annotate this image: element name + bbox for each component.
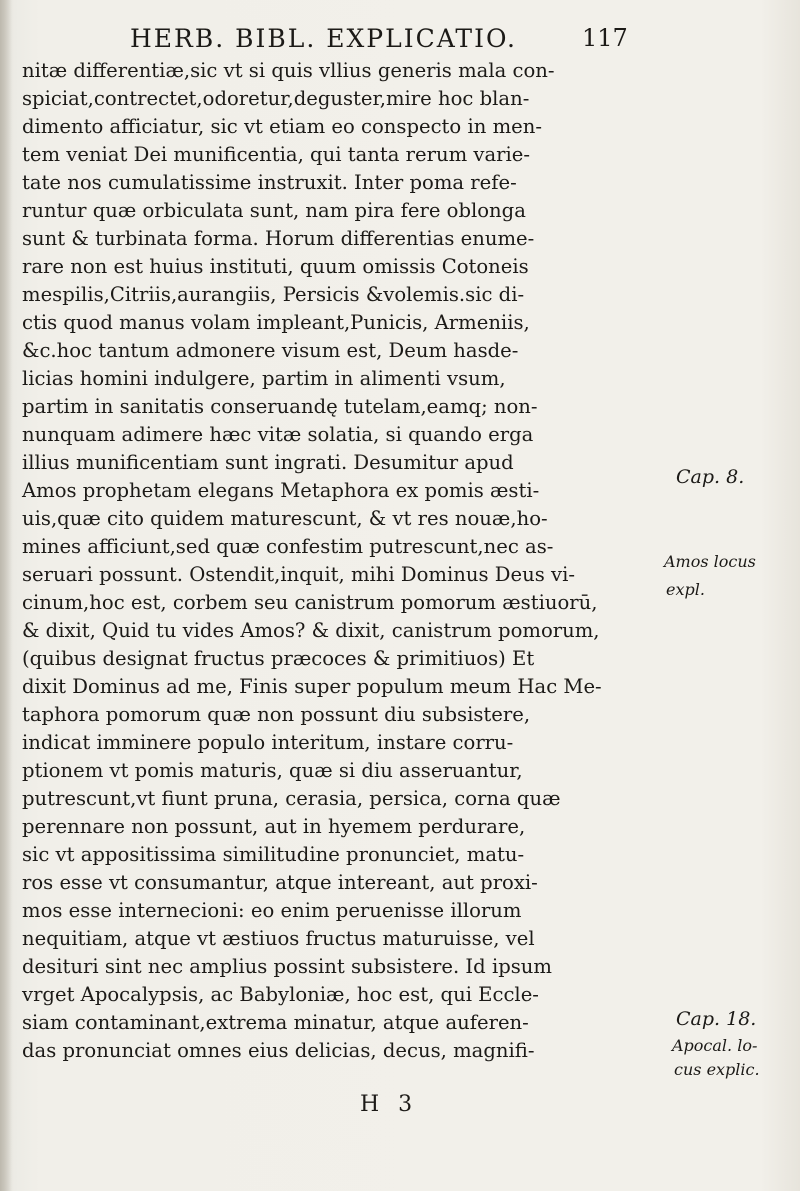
text-line: perennare non possunt, aut in hyemem perdurare, <box>22 815 526 838</box>
text-line: illius munificentiam sunt ingrati. Desumitur apud <box>22 451 514 474</box>
text-line: runtur quæ orbiculata sunt, nam pira fere oblonga <box>22 199 526 222</box>
text-line: dimento afficiatur, sic vt etiam eo conspecto in men- <box>22 115 542 138</box>
text-line: tate nos cumulatissime instruxit. Inter poma refe- <box>22 171 517 194</box>
text-line: spiciat,contrectet,odoretur,deguster,mire hoc blan- <box>22 87 530 110</box>
margin-note: Amos locus <box>664 552 756 571</box>
text-line: seruari possunt. Ostendit,inquit, mihi Dominus Deus vi- <box>22 563 575 586</box>
margin-note: expl. <box>666 580 705 599</box>
text-line: das pronunciat omnes eius delicias, decus, magnifi- <box>22 1039 535 1062</box>
text-line: vrget Apocalypsis, ac Babyloniæ, hoc est, qui Eccle- <box>22 983 539 1006</box>
text-line: sunt & turbinata forma. Horum differentias enume- <box>22 227 535 250</box>
text-line: nequitiam, atque vt æstiuos fructus maturuisse, vel <box>22 927 535 950</box>
text-line: taphora pomorum quæ non possunt diu subsistere, <box>22 703 531 726</box>
margin-note-chapter: Cap. 8. <box>676 466 745 488</box>
margin-note: Apocal. lo- <box>672 1036 758 1055</box>
text-line: nitæ differentiæ,sic vt si quis vllius generis mala con- <box>22 59 555 82</box>
text-line: ros esse vt consumantur, atque intereant, aut proxi- <box>22 871 538 894</box>
text-line: partim in sanitatis conseruandę tutelam,eamq; non- <box>22 395 538 418</box>
text-line: (quibus designat fructus præcoces & primitiuos) Et <box>22 647 535 670</box>
text-line: Amos prophetam elegans Metaphora ex pomis æsti- <box>22 479 540 502</box>
text-line: mos esse internecioni: eo enim peruenisse illorum <box>22 899 522 922</box>
text-line: mines afficiunt,sed quæ confestim putrescunt,nec as- <box>22 535 554 558</box>
text-line: sic vt appositissima similitudine pronunciet, matu- <box>22 843 525 866</box>
text-line: licias homini indulgere, partim in alimenti vsum, <box>22 367 506 390</box>
text-line: dixit Dominus ad me, Finis super populum meum Hac Me- <box>22 675 602 698</box>
text-line: siam contaminant,extrema minatur, atque auferen- <box>22 1011 529 1034</box>
text-line: &c.hoc tantum admonere visum est, Deum hasde- <box>22 339 519 362</box>
gutter-shadow <box>0 0 12 1191</box>
text-line: cinum,hoc est, corbem seu canistrum pomorum æstiuorū, <box>22 591 598 614</box>
text-line: desituri sint nec amplius possint subsistere. Id ipsum <box>22 955 553 978</box>
text-line: & dixit, Quid tu vides Amos? & dixit, canistrum pomorum, <box>22 619 600 642</box>
margin-note-chapter: Cap. 18. <box>676 1008 757 1030</box>
text-line: rare non est huius instituti, quum omissis Cotoneis <box>22 255 529 278</box>
text-line: ctis quod manus volam impleant,Punicis, Armeniis, <box>22 311 530 334</box>
text-line: tem veniat Dei munificentia, qui tanta rerum varie- <box>22 143 531 166</box>
page-header <box>0 20 800 60</box>
text-line: ptionem vt pomis maturis, quæ si diu asseruantur, <box>22 759 523 782</box>
signature-mark: H 3 <box>360 1092 419 1117</box>
text-line: uis,quæ cito quidem maturescunt, & vt res nouæ,ho- <box>22 507 548 530</box>
text-line: mespilis,Citriis,aurangiis, Persicis &volemis.sic di- <box>22 283 525 306</box>
text-line: indicat imminere populo interitum, instare corru- <box>22 731 514 754</box>
running-head: HERB. BIBL. EXPLICATIO. <box>130 24 517 53</box>
margin-note: cus explic. <box>674 1060 760 1079</box>
text-line: nunquam adimere hæc vitæ solatia, si quando erga <box>22 423 534 446</box>
page-number: 117 <box>582 24 628 52</box>
text-line: putrescunt,vt fiunt pruna, cerasia, persica, corna quæ <box>22 787 561 810</box>
